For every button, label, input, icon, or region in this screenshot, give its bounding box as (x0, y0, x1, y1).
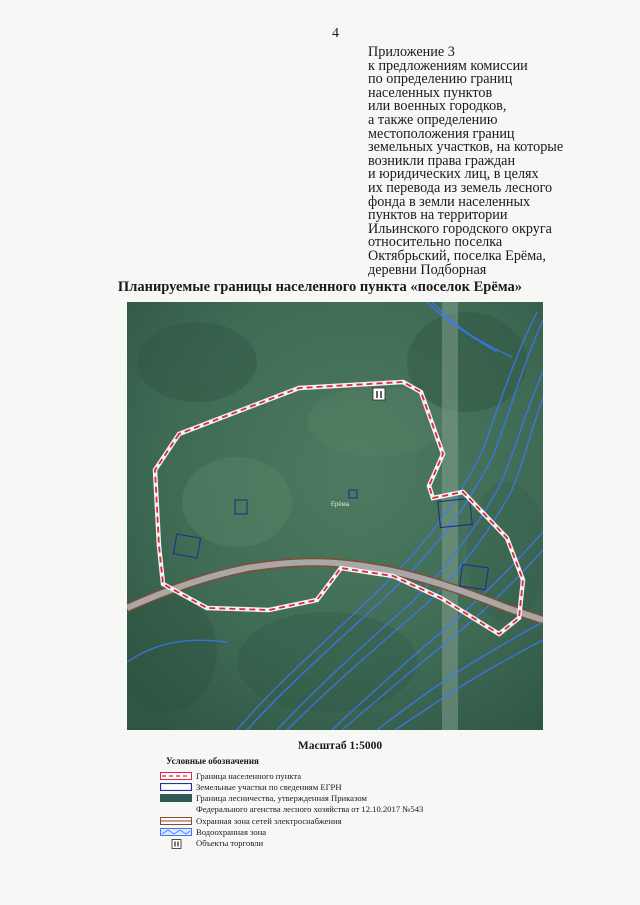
legend-label: Объекты торговли (196, 838, 264, 848)
legend-title: Условные обозначения (166, 756, 259, 766)
appendix-line: Приложение 3 (368, 44, 455, 60)
legend-item-trade-objects (160, 838, 263, 848)
water-zone-swatch-icon (160, 828, 192, 836)
map-title: Планируемые границы населенного пункта «поселок Ерёма» (117, 279, 523, 295)
appendix-line: относительно поселка (368, 234, 503, 251)
appendix-line: земельных участков, на которые (368, 139, 564, 156)
forestry-boundary-swatch-icon (160, 794, 192, 802)
appendix-line: а также определению (368, 111, 498, 128)
appendix-line: деревни Подборная (368, 261, 487, 278)
legend-label: Земельные участки по сведениям ЕГРН (196, 782, 342, 792)
appendix-line: и юридических лиц, в целях (368, 166, 539, 183)
appendix-line: по определению границ (368, 71, 513, 88)
forest-clearing (442, 302, 458, 730)
legend-label-continuation: Федерального агенства лесного хозяйства от 12.10.2017 №543 (196, 804, 424, 814)
shop-icon[interactable] (373, 388, 385, 400)
page-number: 4 (332, 26, 339, 41)
appendix-line: к предложениям комиссии (368, 57, 528, 74)
appendix-line: населенных пунктов (368, 84, 493, 101)
appendix-line: фонда в земли населенных (368, 193, 531, 210)
appendix-line: Октябрьский, поселка Ерёма, (368, 247, 546, 264)
legend-label: Граница населенного пункта (196, 771, 302, 781)
legend-item-power-protection-zone (160, 816, 342, 826)
map-scale: Масштаб 1:5000 (297, 740, 383, 752)
trade-objects-swatch-icon (160, 839, 192, 847)
legend-label: Охранная зона сетей электроснабжения (196, 816, 342, 826)
legend-label: Водоохранная зона (196, 827, 267, 837)
map-canvas[interactable] (127, 302, 543, 730)
legend-item-forestry-boundary (160, 793, 367, 803)
legend-item-settlement-boundary (160, 771, 301, 781)
appendix-line: Ильинского городского округа (368, 220, 552, 237)
map-frame[interactable] (127, 302, 543, 730)
appendix-line: или военных городков, (368, 98, 507, 115)
legend-item-land-parcels (160, 782, 342, 792)
place-label: Ерёма (331, 502, 350, 508)
power-zone-swatch-icon (160, 817, 192, 825)
appendix-note (368, 46, 608, 277)
appendix-line: пунктов на территории (368, 207, 508, 224)
appendix-line: местоположения границ (368, 125, 515, 142)
appendix-line: возникли права граждан (368, 152, 516, 169)
legend-item-water-protection-zone (160, 827, 266, 837)
settlement-boundary-swatch-icon (160, 772, 192, 780)
appendix-line: их перевода из земель лесного (368, 179, 553, 196)
legend-label: Граница лесничества, утвержденная Приказом (196, 793, 367, 803)
land-parcels-swatch-icon (160, 783, 192, 791)
